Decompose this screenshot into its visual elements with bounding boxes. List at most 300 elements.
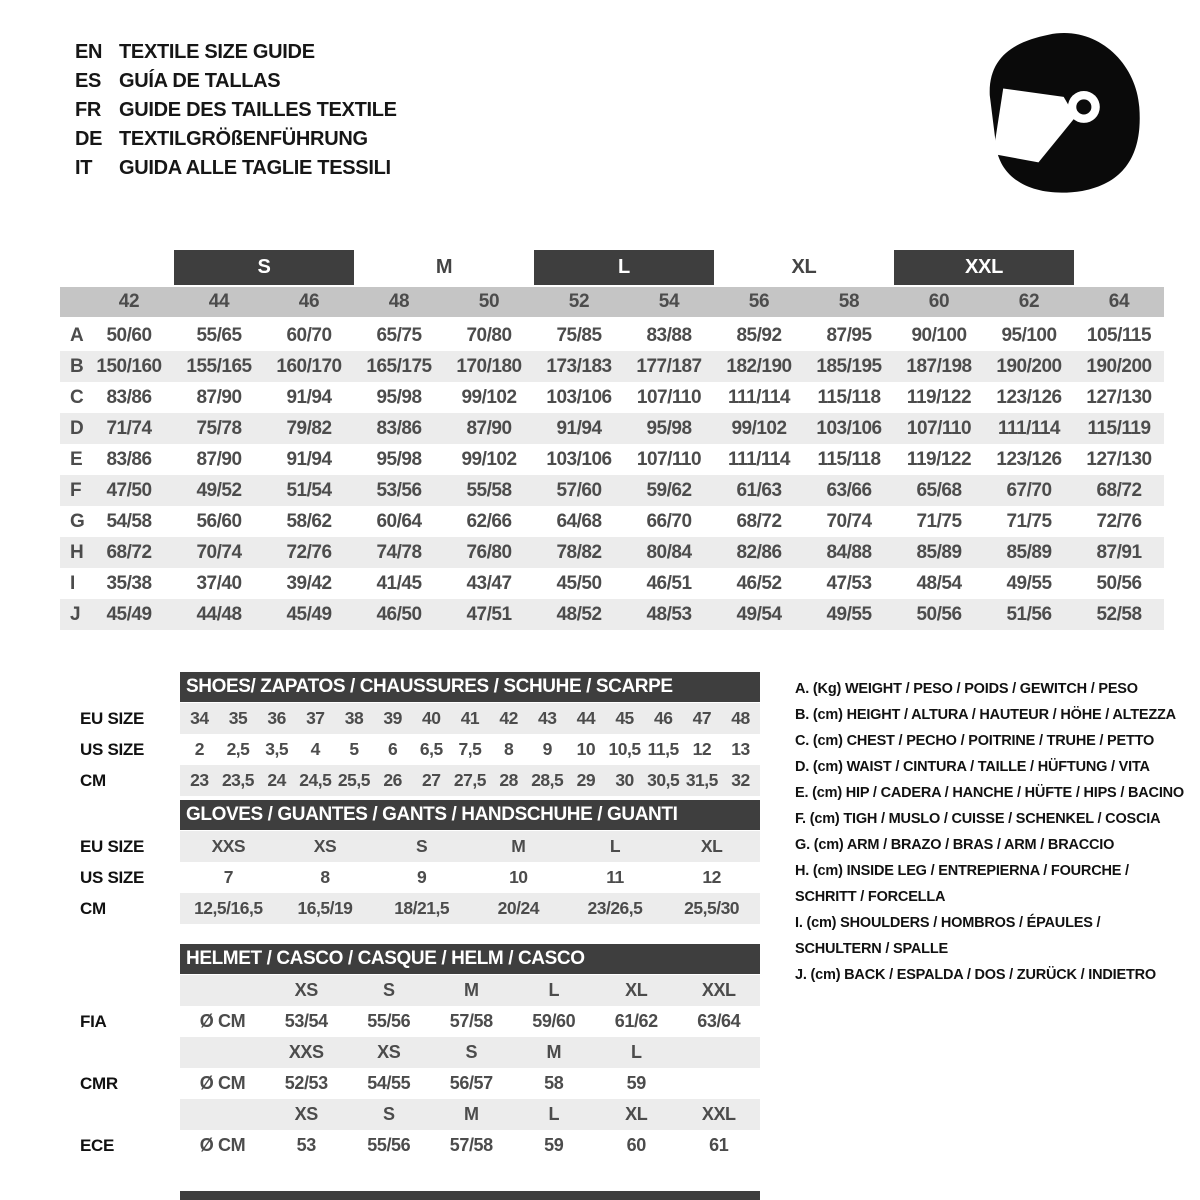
measure-value: 70/74 — [826, 510, 872, 532]
helmet-size-value: 54/55 — [367, 1073, 411, 1093]
measure-value: 83/86 — [376, 417, 422, 439]
measure-value: 50/60 — [106, 324, 152, 346]
size-value: XS — [277, 831, 374, 862]
row-label: US SIZE — [80, 862, 180, 893]
measure-value: 190/200 — [996, 355, 1062, 377]
language-code: ES — [75, 70, 102, 92]
measure-value: 82/86 — [736, 541, 782, 563]
language-code: DE — [75, 128, 103, 150]
measurement-legend — [795, 676, 1187, 988]
textile-size-table — [60, 250, 1164, 630]
row-letter: E — [70, 448, 83, 470]
helmet-size-value: 61 — [709, 1135, 729, 1155]
measure-value: 87/90 — [196, 448, 242, 470]
measure-value: 75/78 — [196, 417, 242, 439]
size-value: 37 — [296, 703, 335, 734]
measure-row-E — [60, 444, 1164, 475]
helmet-size-value: L — [513, 975, 596, 1006]
size-value: 43 — [528, 703, 567, 734]
size-value: 48 — [721, 703, 760, 734]
measure-row-I — [60, 568, 1164, 599]
measure-value: 127/130 — [1086, 448, 1152, 470]
size-band-value: 46 — [298, 291, 320, 312]
measure-value: 52/58 — [1096, 603, 1142, 625]
helmet-size-value: XL — [595, 1099, 678, 1130]
size-value: 11,5 — [647, 739, 679, 759]
size-value: 10,5 — [608, 739, 641, 759]
band-spacer — [60, 287, 84, 317]
size-value: 30 — [605, 765, 644, 796]
measure-value: 70/80 — [466, 324, 512, 346]
measure-value: 115/118 — [817, 386, 881, 408]
measure-value: 150/160 — [96, 355, 162, 377]
measure-value: 187/198 — [906, 355, 972, 377]
measurement-rows — [60, 320, 1164, 630]
measure-row-G — [60, 506, 1164, 537]
measure-row-D — [60, 413, 1164, 444]
size-value: S — [373, 831, 470, 862]
legend-item: B. (cm) HEIGHT / ALTURA / HAUTEUR / HÖHE / ALTEZZA — [795, 707, 1176, 723]
measure-value: 45/49 — [106, 603, 152, 625]
helmet-size-header-row — [80, 1099, 760, 1130]
helmet-size-value: 59 — [626, 1073, 646, 1093]
row-label: CM — [80, 765, 180, 796]
diameter-unit-label: Ø CM — [199, 1135, 246, 1155]
measure-row-J — [60, 599, 1164, 630]
measure-value: 87/90 — [196, 386, 242, 408]
measure-value: 182/190 — [726, 355, 792, 377]
helmet-size-value: 59/60 — [532, 1011, 576, 1031]
helmet-size-value: 57/58 — [449, 1011, 493, 1031]
size-value: M — [470, 831, 567, 862]
measure-row-A — [60, 320, 1164, 351]
measure-value: 68/72 — [736, 510, 782, 532]
measure-value: 55/65 — [196, 324, 242, 346]
size-group-label-L: L — [534, 250, 714, 285]
measure-value: 47/50 — [106, 479, 152, 501]
measure-value: 41/45 — [376, 572, 422, 594]
measure-value: 95/98 — [376, 448, 422, 470]
size-value: 39 — [373, 703, 412, 734]
helmet-row-fia — [80, 1006, 760, 1037]
measure-value: 61/63 — [736, 479, 782, 501]
language-row — [75, 125, 397, 154]
helmet-size-value: 55/56 — [367, 1011, 411, 1031]
measure-value: 65/75 — [376, 324, 422, 346]
row-label: EU SIZE — [80, 831, 180, 862]
legend-item: D. (cm) WAIST / CINTURA / TAILLE / HÜFTUNG / VITA — [795, 759, 1150, 775]
size-value: 26 — [373, 765, 412, 796]
measure-value: 44/48 — [196, 603, 242, 625]
measure-value: 91/94 — [286, 448, 332, 470]
measure-value: 173/183 — [546, 355, 612, 377]
size-value: 23 — [180, 765, 219, 796]
measure-value: 51/54 — [286, 479, 332, 501]
size-value: 42 — [489, 703, 528, 734]
guide-title: GUIDE DES TAILLES TEXTILE — [119, 99, 397, 121]
size-group-label-M: M — [435, 256, 453, 278]
size-value: 13 — [731, 739, 750, 759]
helmet-size-value: 53 — [296, 1135, 316, 1155]
size-value: 9 — [417, 867, 427, 887]
row-letter: I — [70, 572, 76, 594]
measure-value: 119/122 — [906, 448, 972, 470]
racing-helmet-icon — [978, 26, 1146, 198]
measure-value: 99/102 — [461, 386, 517, 408]
legend-item: C. (cm) CHEST / PECHO / POITRINE / TRUHE / PETTO — [795, 733, 1155, 749]
diameter-unit-label: Ø CM — [199, 1011, 246, 1031]
size-value: 29 — [567, 765, 606, 796]
size-value: 2 — [194, 739, 204, 759]
helmet-row-ece — [80, 1130, 760, 1161]
standard-label — [80, 1037, 180, 1068]
row-letter: B — [70, 355, 84, 377]
measure-value: 83/86 — [106, 386, 152, 408]
helmet-size-value: XS — [265, 1099, 348, 1130]
measure-value: 85/92 — [736, 324, 782, 346]
size-group-label-XXL: XXL — [894, 250, 1074, 285]
size-row-cm — [80, 893, 760, 924]
measure-value: 99/102 — [461, 448, 517, 470]
language-row — [75, 67, 397, 96]
diameter-unit-label: Ø CM — [199, 1073, 246, 1093]
measure-value: 87/91 — [1096, 541, 1142, 563]
standard-label: FIA — [80, 1006, 180, 1037]
measure-value: 123/126 — [996, 386, 1062, 408]
size-value: 27 — [412, 765, 451, 796]
measure-row-C — [60, 382, 1164, 413]
measure-value: 46/52 — [736, 572, 782, 594]
measure-value: 95/98 — [376, 386, 422, 408]
measure-value: 45/50 — [556, 572, 602, 594]
legend-item: G. (cm) ARM / BRAZO / BRAS / ARM / BRACCIO — [795, 837, 1115, 853]
gloves-size-table — [80, 800, 760, 924]
row-label: US SIZE — [80, 734, 180, 765]
size-value: 36 — [257, 703, 296, 734]
measure-value: 67/70 — [1006, 479, 1052, 501]
measure-value: 111/114 — [727, 448, 791, 470]
size-value: 28 — [489, 765, 528, 796]
measure-value: 85/89 — [1006, 541, 1052, 563]
measure-value: 68/72 — [1096, 479, 1142, 501]
size-value: 4 — [310, 739, 320, 759]
measure-value: 57/60 — [556, 479, 602, 501]
section-label-spacer — [80, 672, 180, 702]
helmet-size-value: XXL — [678, 1099, 761, 1130]
measure-value: 103/106 — [816, 417, 882, 439]
measure-value: 78/82 — [556, 541, 602, 563]
measure-value: 68/72 — [106, 541, 152, 563]
measure-value: 111/114 — [727, 386, 791, 408]
language-title-list — [75, 38, 397, 183]
size-value: 18/21,5 — [373, 893, 470, 924]
measure-value: 43/47 — [466, 572, 512, 594]
measure-value: 65/68 — [916, 479, 962, 501]
helmet-row-cmr — [80, 1068, 760, 1099]
measure-value: 91/94 — [286, 386, 332, 408]
size-value: 11 — [606, 867, 624, 887]
measure-value: 105/115 — [1086, 324, 1152, 346]
standard-label — [80, 1099, 180, 1130]
section-title: SHOES/ ZAPATOS / CHAUSSURES / SCHUHE / SCARPE — [180, 672, 760, 702]
size-value: 7,5 — [458, 739, 482, 759]
section-title: GLOVES / GUANTES / GANTS / HANDSCHUHE / GUANTI — [180, 800, 760, 830]
measure-value: 71/75 — [916, 510, 962, 532]
guide-title: GUÍA DE TALLAS — [119, 70, 281, 92]
standard-label: CMR — [80, 1068, 180, 1099]
size-value: 12 — [702, 867, 721, 887]
size-value: 6 — [387, 739, 398, 759]
section-header-row — [80, 944, 760, 974]
size-band-value: 44 — [208, 291, 230, 312]
helmet-size-value: 59 — [544, 1135, 564, 1155]
measure-value: 90/100 — [911, 324, 967, 346]
measure-value: 107/110 — [636, 448, 702, 470]
measure-value: 50/56 — [1096, 572, 1142, 594]
measure-value: 84/88 — [826, 541, 872, 563]
section-label-spacer — [80, 800, 180, 830]
measure-value: 62/66 — [466, 510, 512, 532]
size-value: 35 — [219, 703, 258, 734]
size-value: 8 — [503, 739, 514, 759]
measure-value: 115/119 — [1087, 417, 1151, 439]
measure-value: 70/74 — [196, 541, 242, 563]
size-value: 40 — [412, 703, 451, 734]
size-value: 32 — [721, 765, 760, 796]
size-row-cm — [80, 765, 760, 796]
measure-value: 51/56 — [1006, 603, 1052, 625]
size-row-eu-size — [80, 831, 760, 862]
shoes-size-table — [80, 672, 760, 796]
helmet-size-header-row — [80, 975, 760, 1006]
row-letter: F — [70, 479, 82, 501]
row-label: EU SIZE — [80, 703, 180, 734]
measure-value: 155/165 — [186, 355, 252, 377]
size-value: 6,5 — [419, 739, 443, 759]
size-value: 10 — [576, 739, 596, 759]
helmet-size-header-row — [80, 1037, 760, 1068]
measure-value: 99/102 — [731, 417, 787, 439]
measure-value: 58/62 — [286, 510, 332, 532]
measure-value: 46/50 — [376, 603, 422, 625]
helmet-size-value: 57/58 — [449, 1135, 493, 1155]
helmet-size-value: S — [348, 975, 431, 1006]
measure-value: 72/76 — [1096, 510, 1142, 532]
measure-value: 50/56 — [916, 603, 962, 625]
helmet-size-value: XS — [348, 1037, 431, 1068]
guide-title: TEXTILGRÖßENFÜHRUNG — [119, 128, 368, 150]
language-code: FR — [75, 99, 102, 121]
measure-value: 103/106 — [546, 386, 612, 408]
numeric-size-band — [60, 287, 1164, 317]
helmet-size-value: XXL — [678, 975, 761, 1006]
size-group-label-S: S — [174, 250, 354, 285]
measure-value: 53/56 — [376, 479, 422, 501]
measure-value: 60/70 — [286, 324, 332, 346]
standard-label — [80, 975, 180, 1006]
measure-value: 39/42 — [286, 572, 332, 594]
measure-value: 48/53 — [646, 603, 692, 625]
size-group-header-row — [60, 250, 1164, 285]
measure-value: 49/55 — [826, 603, 872, 625]
size-row-us-size — [80, 734, 760, 765]
measure-value: 66/70 — [646, 510, 692, 532]
helmet-size-value: S — [430, 1037, 513, 1068]
legend-item: F. (cm) TIGH / MUSLO / CUISSE / SCHENKEL / COSCIA — [795, 811, 1161, 827]
measure-value: 49/55 — [1006, 572, 1052, 594]
size-band-value: 62 — [1018, 291, 1040, 312]
measure-value: 37/40 — [196, 572, 242, 594]
group-spacer — [60, 250, 174, 285]
size-value: L — [567, 831, 664, 862]
size-value: 23,5 — [219, 765, 258, 796]
diameter-unit-label — [180, 1099, 265, 1130]
measure-value: 103/106 — [546, 448, 612, 470]
size-row-us-size — [80, 862, 760, 893]
size-value: 41 — [451, 703, 490, 734]
measure-value: 111/114 — [997, 417, 1061, 439]
language-row — [75, 96, 397, 125]
measure-row-B — [60, 351, 1164, 382]
measure-value: 48/54 — [916, 572, 962, 594]
row-letter: G — [70, 510, 85, 532]
size-value: 25,5/30 — [663, 893, 760, 924]
helmet-size-value: XS — [265, 975, 348, 1006]
legend-item: J. (cm) BACK / ESPALDA / DOS / ZURÜCK / INDIETRO — [795, 967, 1156, 983]
measure-value: 83/88 — [646, 324, 692, 346]
size-group-label-XL: XL — [791, 256, 817, 278]
helmet-size-value: M — [430, 975, 513, 1006]
helmet-size-value: 63/64 — [697, 1011, 741, 1031]
size-value: 7 — [223, 867, 233, 887]
measure-value: 56/60 — [196, 510, 242, 532]
size-value: 45 — [605, 703, 644, 734]
measure-value: 48/52 — [556, 603, 602, 625]
measure-value: 54/58 — [106, 510, 152, 532]
helmet-size-table — [80, 944, 760, 1161]
size-value: 34 — [180, 703, 219, 734]
measure-value: 185/195 — [816, 355, 882, 377]
size-band-value: 64 — [1108, 291, 1130, 312]
size-value: 31,5 — [683, 765, 722, 796]
size-value: 25,5 — [335, 765, 374, 796]
size-value: 24,5 — [296, 765, 335, 796]
helmet-size-value: 61/62 — [614, 1011, 658, 1031]
size-band-value: 52 — [568, 291, 590, 312]
size-band-value: 42 — [118, 291, 140, 312]
size-value: 23/26,5 — [567, 893, 664, 924]
helmet-size-value: 55/56 — [367, 1135, 411, 1155]
helmet-size-value — [678, 1037, 761, 1068]
size-value: 12,5/16,5 — [180, 893, 277, 924]
size-value: 3,5 — [265, 739, 289, 759]
measure-value: 95/98 — [646, 417, 692, 439]
size-band-value: 50 — [478, 291, 500, 312]
legend-item: H. (cm) INSIDE LEG / ENTREPIERNA / FOURCHE / SCHRITT / FORCELLA — [795, 863, 1129, 905]
measure-row-F — [60, 475, 1164, 506]
measure-value: 170/180 — [456, 355, 522, 377]
language-row — [75, 38, 397, 67]
size-band-value: 60 — [928, 291, 950, 312]
measure-value: 75/85 — [556, 324, 602, 346]
measure-value: 72/76 — [286, 541, 332, 563]
language-code: EN — [75, 41, 103, 63]
measure-value: 165/175 — [366, 355, 432, 377]
helmet-size-value: M — [430, 1099, 513, 1130]
size-row-eu-size — [80, 703, 760, 734]
helmet-size-value: L — [513, 1099, 596, 1130]
size-value: XXS — [180, 831, 277, 862]
size-value: 46 — [644, 703, 683, 734]
measure-row-H — [60, 537, 1164, 568]
measure-value: 64/68 — [556, 510, 602, 532]
measure-value: 177/187 — [636, 355, 702, 377]
measure-value: 95/100 — [1001, 324, 1057, 346]
row-letter: C — [70, 386, 84, 408]
measure-value: 107/110 — [906, 417, 972, 439]
measure-value: 91/94 — [556, 417, 602, 439]
size-value: 27,5 — [451, 765, 490, 796]
size-band-value: 56 — [748, 291, 770, 312]
measure-value: 60/64 — [376, 510, 422, 532]
size-value: 2,5 — [226, 739, 250, 759]
row-letter: J — [70, 603, 81, 625]
measure-value: 190/200 — [1086, 355, 1152, 377]
measure-value: 87/95 — [826, 324, 872, 346]
measure-value: 79/82 — [286, 417, 332, 439]
size-value: 8 — [320, 867, 330, 887]
measure-value: 115/118 — [817, 448, 881, 470]
measure-value: 47/51 — [466, 603, 512, 625]
measure-value: 160/170 — [276, 355, 342, 377]
diameter-unit-label — [180, 975, 265, 1006]
measure-value: 76/80 — [466, 541, 512, 563]
measure-value: 47/53 — [826, 572, 872, 594]
helmet-size-value: 60 — [626, 1135, 646, 1155]
size-value: 47 — [683, 703, 722, 734]
measure-value: 123/126 — [996, 448, 1062, 470]
measure-value: 63/66 — [826, 479, 872, 501]
row-label: CM — [80, 893, 180, 924]
measure-value: 46/51 — [646, 572, 692, 594]
size-band-value: 54 — [658, 291, 680, 312]
section-header-row — [80, 672, 760, 702]
section-title: HELMET / CASCO / CASQUE / HELM / CASCO — [180, 944, 760, 974]
legend-item: A. (Kg) WEIGHT / PESO / POIDS / GEWITCH / PESO — [795, 681, 1138, 697]
size-value: 12 — [692, 739, 712, 759]
measure-value: 83/86 — [106, 448, 152, 470]
measure-value: 71/75 — [1006, 510, 1052, 532]
measure-value: 55/58 — [466, 479, 512, 501]
measure-value: 80/84 — [646, 541, 692, 563]
diameter-unit-label — [180, 1037, 265, 1068]
measure-value: 45/49 — [286, 603, 332, 625]
measure-value: 119/122 — [906, 386, 972, 408]
size-value: 44 — [567, 703, 606, 734]
helmet-size-value: XXS — [265, 1037, 348, 1068]
helmet-size-value — [678, 1068, 761, 1099]
measure-value: 71/74 — [106, 417, 152, 439]
size-band-value: 48 — [388, 291, 410, 312]
measure-value: 85/89 — [916, 541, 962, 563]
measure-value: 74/78 — [376, 541, 422, 563]
size-band-value: 58 — [838, 291, 860, 312]
guide-title: GUIDA ALLE TAGLIE TESSILI — [119, 157, 391, 179]
measure-value: 59/62 — [646, 479, 692, 501]
size-value: 24 — [257, 765, 296, 796]
measure-value: 49/52 — [196, 479, 242, 501]
measure-value: 49/54 — [736, 603, 782, 625]
